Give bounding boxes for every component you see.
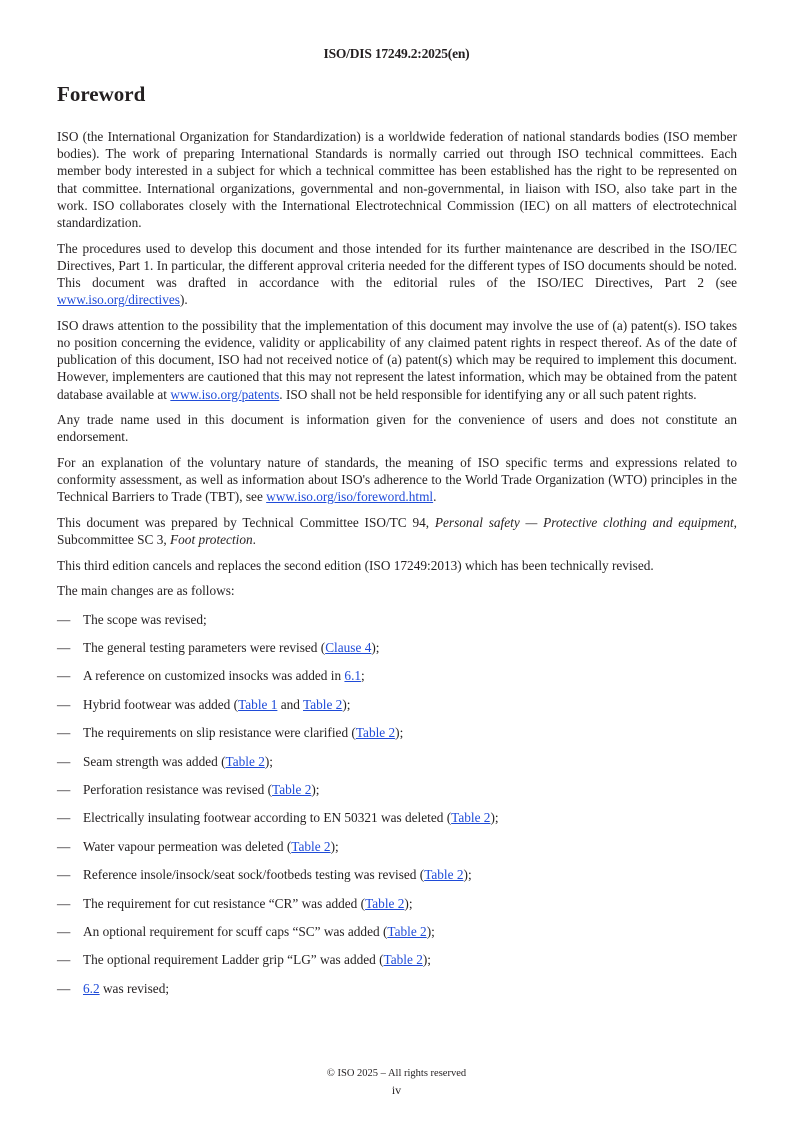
table-2-link[interactable]: Table 2 [365, 895, 405, 911]
text: For an explanation of the voluntary nature of standards, the meaning of ISO specific terms and expressions related to conformity assessment, as well as information about ISO's adherence to the World Trade Organization (WTO) principles in the Technical Barriers to Trade (TBT), see [57, 455, 737, 505]
paragraph-procedures [57, 240, 737, 309]
text: Hybrid footwear was added ( [83, 696, 239, 712]
dash-bullet-icon: — [57, 696, 71, 712]
list-item [57, 639, 737, 656]
text: ); [404, 895, 413, 911]
text: ); [330, 838, 339, 854]
list-item [57, 980, 737, 997]
dash-bullet-icon: — [57, 923, 71, 939]
text: ); [342, 696, 351, 712]
list-item [57, 696, 737, 713]
list-item [57, 838, 737, 855]
list-item [57, 753, 737, 770]
table-2-link[interactable]: Table 2 [387, 923, 427, 939]
table-2-link[interactable]: Table 2 [291, 838, 331, 854]
table-2-link[interactable]: Table 2 [383, 952, 423, 968]
foreword-link[interactable]: www.iso.org/iso/foreword.html [266, 489, 434, 505]
list-item [57, 724, 737, 741]
patents-link[interactable]: www.iso.org/patents [170, 386, 280, 402]
changes-list [57, 611, 737, 997]
text: The requirement for cut resistance “CR” was added ( [83, 895, 366, 911]
table-2-link[interactable]: Table 2 [451, 810, 491, 826]
table-1-link[interactable]: Table 1 [238, 696, 278, 712]
paragraph-committee [57, 514, 737, 548]
foreword-body [57, 128, 737, 1008]
text: ); [311, 781, 320, 797]
page-footer [0, 1066, 793, 1098]
text: ). [179, 292, 188, 308]
dash-bullet-icon: — [57, 810, 71, 826]
text: ); [422, 952, 431, 968]
list-item [57, 951, 737, 968]
list-item [57, 611, 737, 628]
dash-bullet-icon: — [57, 611, 71, 627]
committee-title: Personal safety — Protective clothing and equipment [434, 515, 734, 531]
table-2-link[interactable]: Table 2 [424, 867, 464, 883]
table-2-link[interactable]: Table 2 [272, 781, 312, 797]
paragraph-patents [57, 317, 737, 403]
dash-bullet-icon: — [57, 668, 71, 684]
list-item [57, 667, 737, 684]
dash-bullet-icon: — [57, 867, 71, 883]
text: ); [371, 640, 380, 655]
text: A reference on customized insocks was added in [83, 668, 345, 684]
section-6-2-link[interactable]: 6.2 [83, 980, 100, 996]
dash-bullet-icon: — [57, 838, 71, 854]
text: and [277, 696, 304, 712]
document-id-header: ISO/DIS 17249.2:2025(en) [323, 46, 470, 61]
list-item [57, 781, 737, 798]
dash-bullet-icon: — [57, 725, 71, 741]
text: The procedures used to develop this document and those intended for its further maintenance are described in the ISO/IEC Directives, Part 1. In particular, the different approval criteria needed for the different types of ISO documents should be noted. This document was drafted in accordance with the editorial rules of the ISO/IEC Directives, Part 2 (see [57, 240, 737, 291]
clause-4-link[interactable]: Clause 4 [325, 640, 372, 655]
paragraph-main-changes-intro: The main changes are as follows: [57, 583, 235, 599]
paragraph-iso-intro: ISO (the International Organization for Standardization) is a worldwide federation of national standards bodies (ISO member bodies). The work of preparing International Standards is normally carried out through ISO technical committees. Each member body interested in a subject for which a technical committee has been established has the right to be represented on that committee. International organizations, governmental and non-governmental, in liaison with ISO, also take part in the work. ISO collaborates closely with the International Electrotechnical Commission (IEC) on all matters of electrotechnical standardization. [57, 129, 737, 231]
dash-bullet-icon: — [57, 952, 71, 968]
text: was revised; [99, 980, 170, 996]
text: ); [395, 725, 404, 741]
text: ); [426, 923, 435, 939]
text: ); [264, 753, 273, 769]
text: An optional requirement for scuff caps “SC” was added ( [83, 923, 388, 939]
paragraph-voluntary-nature [57, 454, 737, 506]
text: Water vapour permeation was deleted ( [83, 838, 292, 854]
text: Perforation resistance was revised ( [83, 781, 273, 797]
paragraph-edition: This third edition cancels and replaces the second edition (ISO 17249:2013) which has been technically revised. [57, 557, 654, 573]
text: ; [361, 668, 365, 684]
list-item [57, 866, 737, 883]
subcommittee-title: Foot protection [170, 532, 253, 548]
text: The requirements on slip resistance were clarified ( [83, 725, 356, 741]
table-2-link[interactable]: Table 2 [303, 696, 343, 712]
table-2-link[interactable]: Table 2 [225, 753, 265, 769]
text: ); [463, 867, 472, 883]
text: The scope was revised; [83, 611, 207, 627]
text: ISO draws attention to the possibility that the implementation of this document may involve the use of (a) patent(s). ISO takes no position concerning the evidence, validity or applicability of any claimed patent rights in respect thereof. As of the date of publication of this document, ISO had not received notice of (a) patent(s) which may be required to implement this document. However, implementers are cautioned that this may not represent the latest information, which may be obtained from the patent database available at [57, 317, 737, 402]
table-2-link[interactable]: Table 2 [355, 725, 396, 741]
text: . [252, 532, 256, 548]
page-number: iv [391, 1083, 402, 1097]
text: Seam strength was added ( [83, 753, 226, 769]
text: . ISO shall not be held responsible for identifying any or all such patent rights. [279, 386, 697, 402]
dash-bullet-icon: — [57, 640, 71, 655]
text: The optional requirement Ladder grip “LG” was added ( [83, 952, 384, 968]
list-item [57, 809, 737, 826]
page-title: Foreword [57, 82, 146, 106]
text: Electrically insulating footwear according to EN 50321 was deleted ( [83, 810, 452, 826]
copyright-notice: © ISO 2025 – All rights reserved [326, 1068, 467, 1079]
paragraph-trade-name: Any trade name used in this document is information given for the convenience of users and does not constitute an endorsement. [57, 412, 737, 445]
dash-bullet-icon: — [57, 895, 71, 911]
dash-bullet-icon: — [57, 753, 71, 769]
text: . [433, 489, 437, 505]
list-item [57, 895, 737, 912]
section-6-1-link[interactable]: 6.1 [344, 668, 362, 684]
text: ); [490, 810, 499, 826]
text: Reference insole/insock/seat sock/footbeds testing was revised ( [83, 867, 425, 883]
directives-link[interactable]: www.iso.org/directives [57, 292, 180, 308]
text: This document was prepared by Technical Committee ISO/TC 94, [57, 515, 435, 531]
list-item [57, 923, 737, 940]
text: , Subcommittee SC 3, [57, 515, 737, 548]
dash-bullet-icon: — [57, 980, 71, 996]
text: The general testing parameters were revised ( [83, 640, 326, 655]
dash-bullet-icon: — [57, 781, 71, 797]
